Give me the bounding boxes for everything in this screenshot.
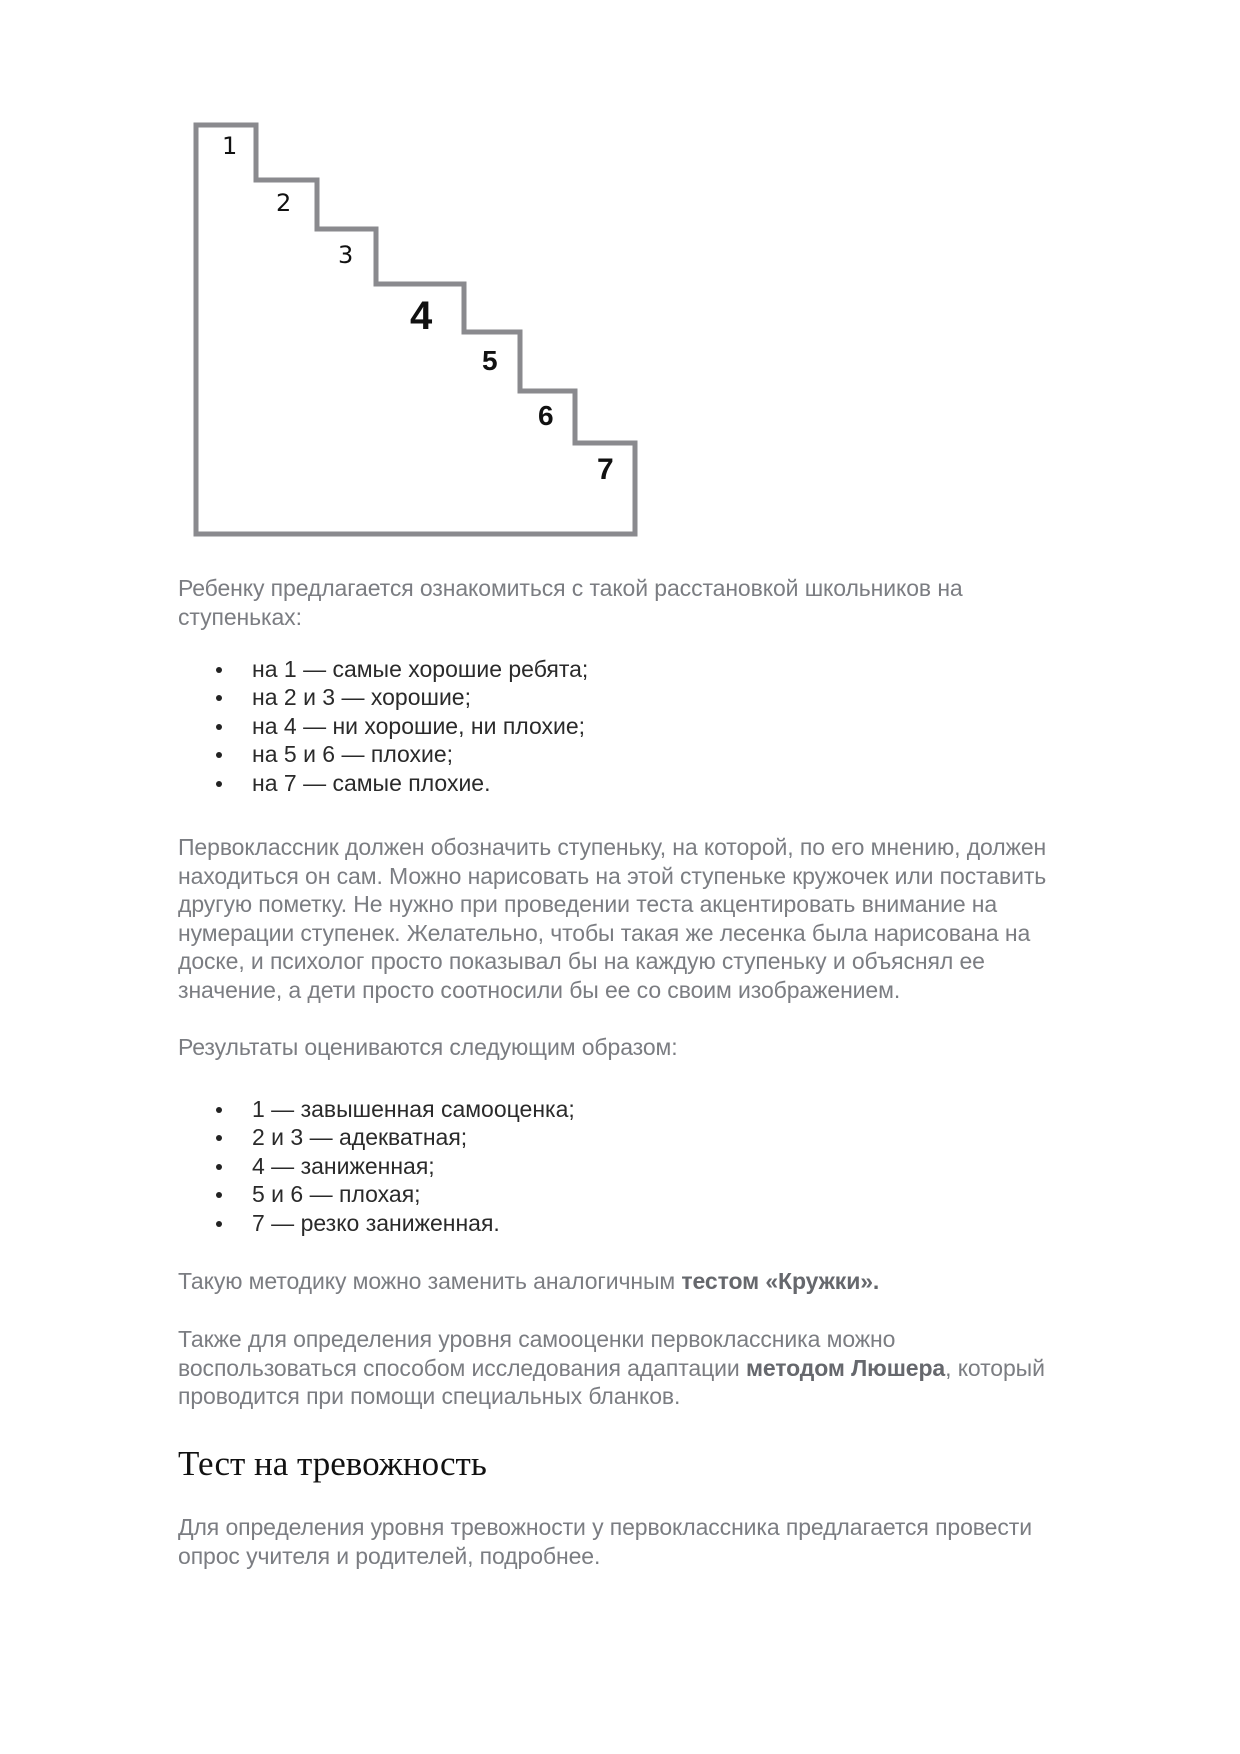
krujki-test-link[interactable]: тестом «Кружки». bbox=[681, 1268, 880, 1294]
bullet-icon bbox=[216, 1221, 222, 1227]
luscher-method-link[interactable]: методом Люшера bbox=[745, 1354, 946, 1381]
bullet-icon bbox=[216, 1164, 222, 1170]
staircase-figure bbox=[0, 0, 1240, 560]
intro-paragraph bbox=[178, 574, 1158, 631]
list-item: 1 — завышенная самооценка; bbox=[178, 1095, 1078, 1123]
step-label-4: 4 bbox=[410, 294, 433, 338]
placement-list bbox=[178, 655, 1078, 797]
bullet-icon bbox=[216, 752, 222, 758]
results-list bbox=[178, 1095, 1078, 1237]
list-item: на 5 и 6 — плохие; bbox=[178, 740, 1078, 768]
list-item: 5 и 6 — плохая; bbox=[178, 1180, 1078, 1208]
bullet-icon bbox=[216, 1135, 222, 1141]
list-item: на 4 — ни хорошие, ни плохие; bbox=[178, 712, 1078, 740]
results-intro: Результаты оцениваются следующим образом: bbox=[178, 1034, 678, 1060]
list-item: на 2 и 3 — хорошие; bbox=[178, 683, 1078, 711]
list-item: 2 и 3 — адекватная; bbox=[178, 1123, 1078, 1151]
anxiety-paragraph: Для определения уровня тревожности у первоклассника предлагается провести опрос учителя и родителей, подробнее. bbox=[178, 1514, 1032, 1569]
step-label-5: 5 bbox=[482, 345, 498, 376]
step-label-6: 6 bbox=[538, 400, 554, 431]
bullet-icon bbox=[216, 667, 222, 673]
bullet-icon bbox=[216, 695, 222, 701]
section-heading: Тест на тревожность bbox=[178, 1444, 487, 1483]
staircase-outline bbox=[0, 0, 1240, 560]
intro-line-2: ступеньках: bbox=[178, 603, 302, 630]
bullet-icon bbox=[216, 781, 222, 787]
bullet-icon bbox=[216, 1107, 222, 1113]
bullet-icon bbox=[216, 1192, 222, 1198]
instructions-paragraph: Первоклассник должен обозначить ступеньку, на которой, по его мнению, должен находиться он сам. Можно нарисовать на этой ступеньке кружочек или поставить другую пометку. Не нужно при проведении теста акцентировать внимание на нумерации ступенек. Желательно, чтобы такая же лесенка была нарисована на доске, и психолог просто показывал бы на каждую ступеньку и объяснял ее значение, а дети просто соотносили бы ее со своим изображением. bbox=[178, 834, 1047, 1003]
luscher-paragraph: Также для определения уровня самооценки первоклассника можно воспользоваться способом исследования адаптации методом Люшера, который проводится при помощи специальных бланков. bbox=[178, 1326, 1045, 1410]
list-item: на 7 — самые плохие. bbox=[178, 769, 1078, 797]
step-label-3: 3 bbox=[338, 241, 354, 269]
step-label-7: 7 bbox=[597, 453, 614, 486]
step-label-2: 2 bbox=[276, 189, 292, 217]
bullet-icon bbox=[216, 724, 222, 730]
step-label-1: 1 bbox=[222, 132, 238, 160]
list-item: 7 — резко заниженная. bbox=[178, 1209, 1078, 1237]
list-item: на 1 — самые хорошие ребята; bbox=[178, 655, 1078, 683]
intro-line-1: Ребенку предлагается ознакомиться с такой расстановкой школьников на bbox=[178, 575, 963, 601]
alternative-paragraph: Такую методику можно заменить аналогичным тестом «Кружки». bbox=[178, 1268, 880, 1294]
list-item: 4 — заниженная; bbox=[178, 1152, 1078, 1180]
